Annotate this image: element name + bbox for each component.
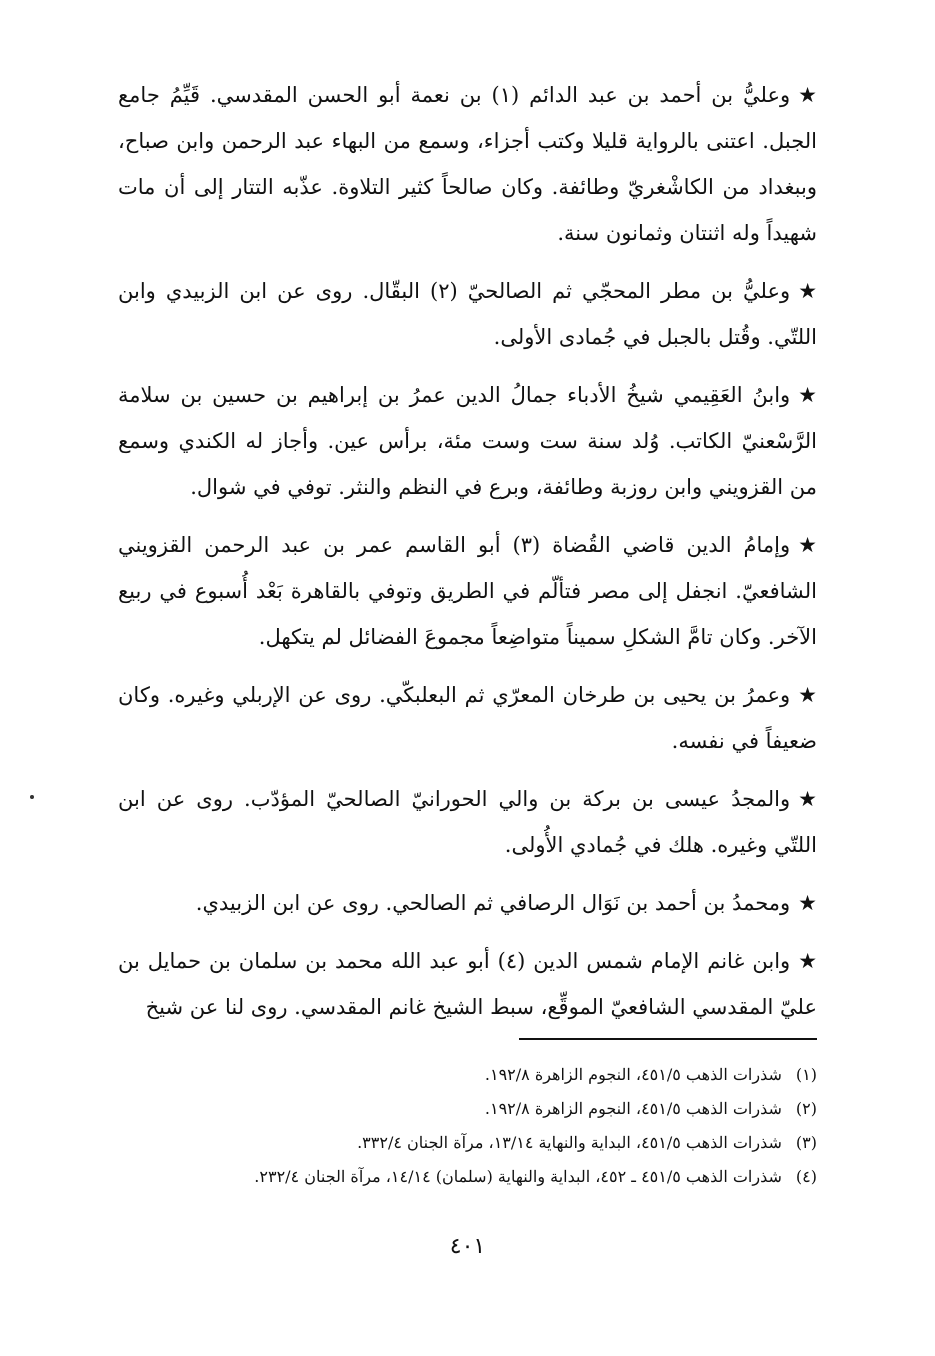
footnote-number: (١) [795,1065,817,1084]
entry-text: ومحمدُ بن أحمد بن نَوَال الرصافي ثم الصالحي. روى عن ابن الزبيدي. [195,891,791,915]
entry-umar-ibn-yahya [118,672,817,764]
scan-speck [30,795,34,799]
main-text [118,72,817,1042]
entry-text: وعمرُ بن يحيى بن طرخان المعرّي ثم البعلبكّي. روى عن الإربلي وغيره. وكان ضعيفاً في نفسه. [118,683,817,753]
entry-text: وإمامُ الدين قاضي القُضاة (٣) أبو القاسم عمر بن عبد الرحمن القزويني الشافعيّ. انجفل إلى مصر فتألّم في الطريق وتوفي بالقاهرة بَعْد أُسبوع في ربيع الآخر. وكان تامَّ الشكلِ سميناً متواضِعاً مجموعَ الفضائل لم يتكهل. [118,533,817,649]
entry-text: وعليُّ بن أحمد بن عبد الدائم (١) بن نعمة أبو الحسن المقدسي. قَيِّمُ جامع الجبل. اعتنى بالرواية قليلا وكتب أجزاء، وسمع من البهاء عبد الرحمن وابن صباح، وببغداد من الكاشْغريّ وطائفة. وكان صالحاً كثير التلاوة. عذّبه التتار إلى أن مات شهيداً وله اثنتان وثمانون سنة. [118,83,817,245]
entry-imam-al-din [118,522,817,660]
footnote-2 [118,1092,817,1126]
entry-text: وعليُّ بن مطر المحجّي ثم الصالحيّ (٢) البقّال. روى عن ابن الزبيدي وابن اللتّي. وقُتل بالجبل في جُمادى الأولى. [118,279,817,349]
entry-al-majd-isa [118,776,817,868]
page-number: ٤٠١ [449,1234,486,1259]
star-marker: ★ [798,533,817,557]
entry-ali-ibn-ahmad [118,72,817,256]
star-marker: ★ [798,383,817,407]
entry-ibn-al-aqimi [118,372,817,510]
entry-text: والمجدُ عيسى بن بركة بن والي الحورانيّ الصالحيّ المؤدّب. روى عن ابن اللتّي وغيره. هلك في جُمادي الأُولى. [118,787,817,857]
footnote-text: شذرات الذهب ٤٥١/٥، النجوم الزاهرة ١٩٢/٨. [484,1065,782,1084]
footnote-divider [519,1038,817,1040]
footnote-1 [118,1058,817,1092]
footnote-number: (٤) [795,1167,817,1186]
star-marker: ★ [798,83,817,107]
entry-text: وابن غانم الإمام شمس الدين (٤) أبو عبد الله محمد بن سلمان بن حمايل بن عليّ المقدسي الشافعيّ الموقِّع، سبط الشيخ غانم المقدسي. روى لنا عن شيخ [118,949,817,1019]
entry-ibn-ghanim [118,938,817,1030]
footnote-4 [118,1160,817,1194]
footnote-number: (٣) [795,1133,817,1152]
star-marker: ★ [798,683,817,707]
footnote-3 [118,1126,817,1160]
footnote-text: شذرات الذهب ٤٥١/٥، النجوم الزاهرة ١٩٢/٨. [484,1099,782,1118]
entry-text: وابنُ العَقِيمي شيخُ الأدباء جمالُ الدين عمرُ بن إبراهيم بن حسين بن سلامة الرَّسْعنيّ الكاتب. وُلد سنة ست وست مئة، برأس عين. وأجاز له الكندي وسمع من القزويني وابن روزبة وطائفة، وبرع في النظم والنثر. توفي في شوال. [118,383,817,499]
star-marker: ★ [798,279,818,303]
entry-muhammad-ibn-ahmad [118,880,817,926]
footnote-text: شذرات الذهب ٤٥١/٥، البداية والنهاية ١٣/١٤، مرآة الجنان ٣٣٢/٤. [357,1133,782,1152]
footnote-number: (٢) [795,1099,817,1118]
entry-ali-ibn-matar [118,268,817,360]
star-marker: ★ [798,949,818,973]
footnotes [118,1058,817,1194]
star-marker: ★ [798,787,817,811]
star-marker: ★ [798,891,817,915]
footnote-text: شذرات الذهب ٤٥١/٥ ـ ٤٥٢، البداية والنهاية (سلمان) ١٤/١٤، مرآة الجنان ٢٣٢/٤. [254,1167,782,1186]
